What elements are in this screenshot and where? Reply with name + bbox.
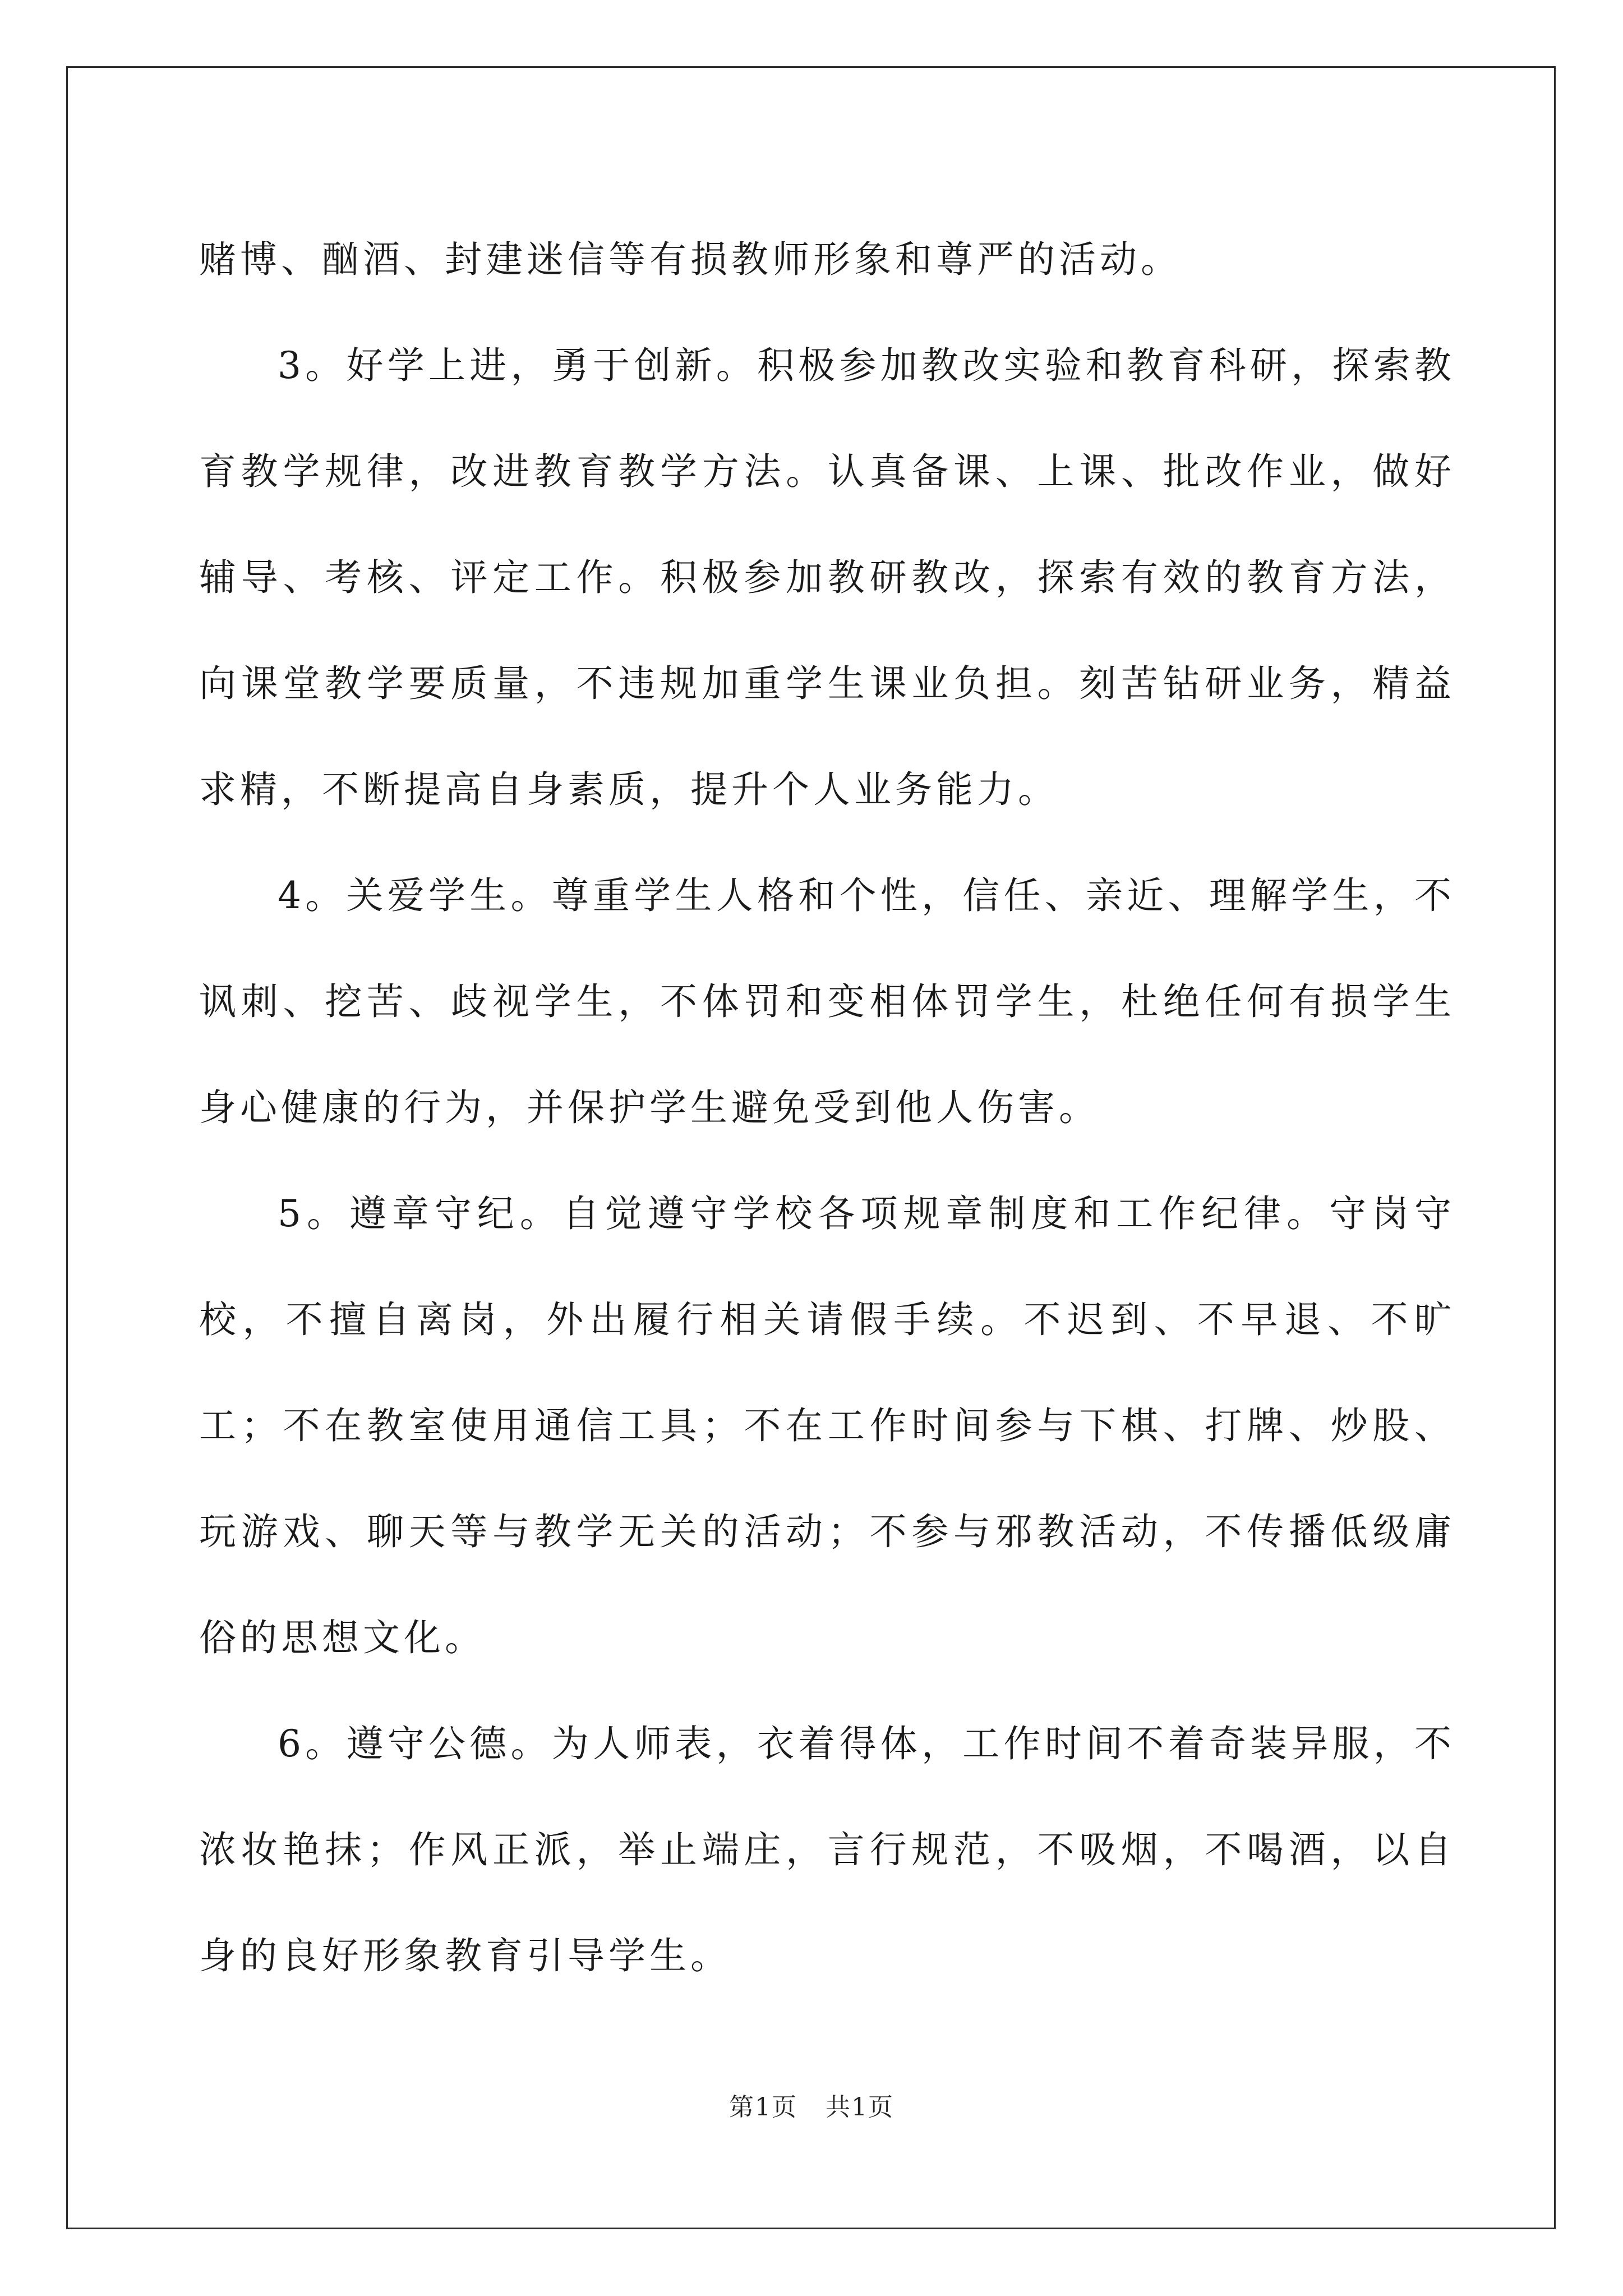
paragraph-item-4: 4。关爱学生。尊重学生人格和个性，信任、亲近、理解学生，不讽刺、挖苦、歧视学生，不体罚和变相体罚学生，杜绝任何有损学生身心健康的行为，并保护学生避免受到他人伤害。 (199, 874, 1455, 1129)
document-body (199, 206, 1455, 2009)
paragraph-item-5: 5。遵章守纪。自觉遵守学校各项规章制度和工作纪律。守岗守校，不擅自离岗，外出履行相关请假手续。不迟到、不早退、不旷工；不在教室使用通信工具；不在工作时间参与下棋、打牌、炒股、玩游戏、聊天等与教学无关的活动；不参与邪教活动，不传播低级庸俗的思想文化。 (199, 1192, 1455, 1659)
page-footer (0, 2091, 1623, 2124)
paragraph-continuation: 赌博、酗酒、封建迷信等有损教师形象和尊严的活动。 (199, 238, 1182, 281)
page-total: 共1页 (826, 2093, 894, 2122)
paragraph-item-6: 6。遵守公德。为人师表，衣着得体，工作时间不着奇装异服，不浓妆艳抹；作风正派，举止端庄，言行规范，不吸烟，不喝酒，以自身的良好形象教育引导学生。 (199, 1722, 1455, 1977)
page-number: 第1页 (729, 2093, 797, 2122)
paragraph-item-3: 3。好学上进，勇于创新。积极参加教改实验和教育科研，探索教育教学规律，改进教育教学方法。认真备课、上课、批改作业，做好辅导、考核、评定工作。积极参加教研教改，探索有效的教育方法，向课堂教学要质量，不违规加重学生课业负担。刻苦钻研业务，精益求精，不断提高自身素质，提升个人业务能力。 (199, 344, 1455, 811)
